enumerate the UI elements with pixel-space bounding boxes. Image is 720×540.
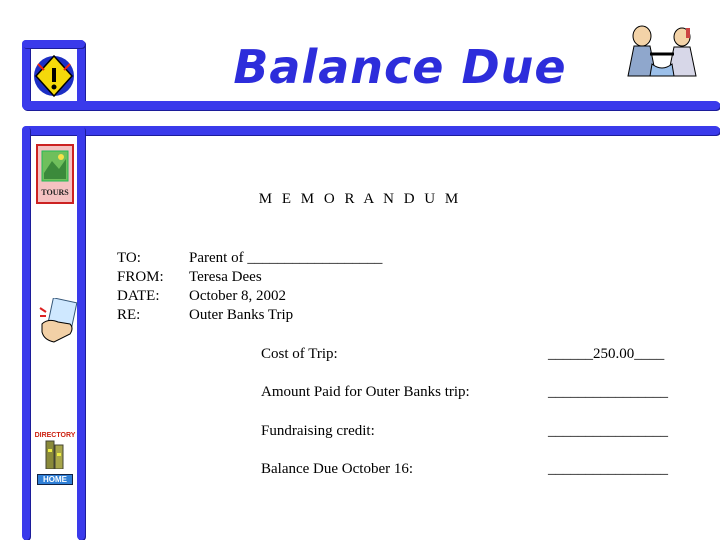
from-row [117,269,262,286]
list-item [261,461,681,478]
from-label: FROM: [117,269,164,285]
item-label: Balance Due October 16: [261,461,414,477]
hand-card-icon[interactable] [38,298,80,346]
frame-bar-horizontal-lower [22,126,720,135]
tours-label: TOURS [41,188,69,197]
item-value: ________________ [548,384,668,400]
date-label: DATE: [117,288,160,304]
directory-home-group[interactable] [34,432,76,485]
frame-bar-left [22,126,30,540]
item-label: Fundraising credit: [261,423,375,439]
frame-bar-cap [22,40,85,48]
to-row [117,250,382,267]
re-label: RE: [117,307,141,323]
list-item [261,346,681,363]
date-value: October 8, 2002 [189,288,287,304]
frame-bar-inner-top [77,40,85,109]
handshake-cartoon-icon [622,24,702,84]
item-value: ________________ [548,423,668,439]
re-row [117,307,293,324]
to-label: TO: [117,250,141,266]
date-row [117,288,286,305]
list-item [261,384,681,401]
item-label: Cost of Trip: [261,346,338,362]
re-value: Outer Banks Trip [189,307,294,323]
warning-sign-icon[interactable] [32,52,76,98]
item-value: ________________ [548,461,668,477]
item-label: Amount Paid for Outer Banks trip: [261,384,470,400]
item-value: ______250.00____ [548,346,665,362]
slide-title: Balance Due [233,40,567,94]
memo-heading: M E M O R A N D U M [258,191,462,207]
directory-books-icon [34,439,76,469]
frame-bar-left-top [22,40,30,109]
list-item [261,423,681,440]
directory-label: DIRECTORY [34,432,76,439]
to-value: Parent of __________________ [189,250,383,266]
frame-bar-horizontal-upper [22,101,720,110]
from-value: Teresa Dees [189,269,262,285]
home-button[interactable]: HOME [37,474,73,485]
